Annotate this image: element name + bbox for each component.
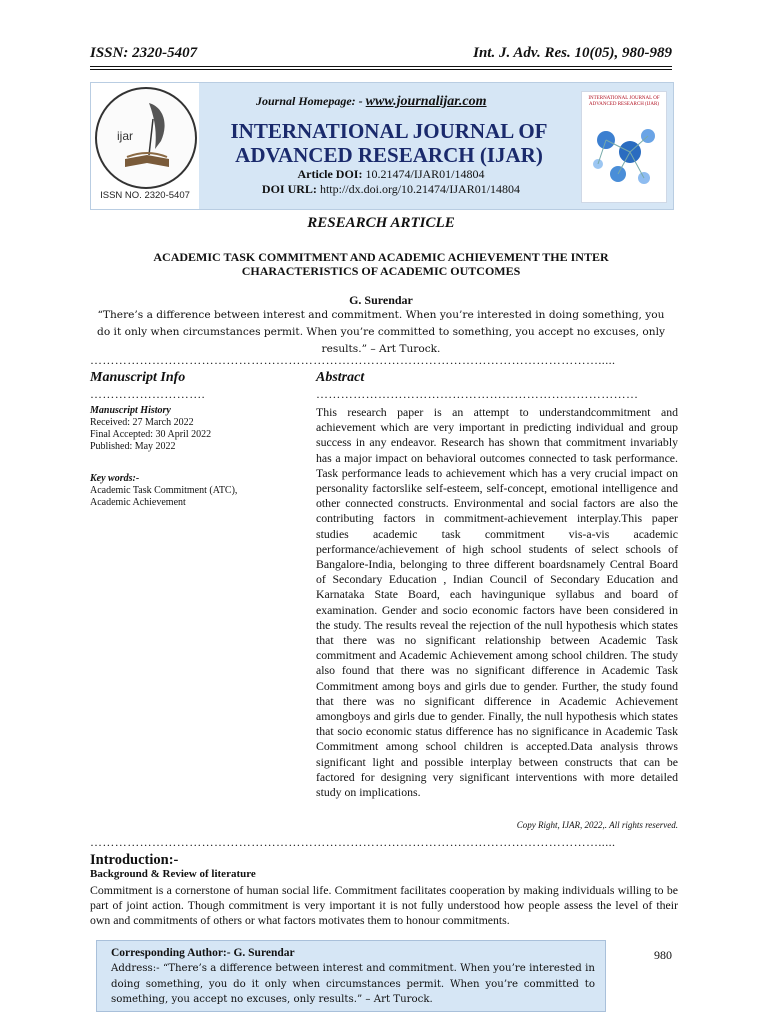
keywords: Academic Task Commitment (ATC), Academic Achievement xyxy=(90,485,238,508)
journal-logo-panel xyxy=(91,83,199,209)
abstract-text: This research paper is an attempt to understandcommitment and achievement which are very important in predicting individual and group success in any endeavor. Research has shown that commitment invariably has a major impact on behavioral outcomes connected to task performance. Task performance leads to achievement which has a very crucial impact on personality factorslike self-esteem, self-concept, emotional intelligence and other connected constructs. Environmental and social factors are also the contributing factors in commitment-achievement interplay.This paper studies academic task commitment vis-a-vis academic performance/achievement of high school students of select schools of Bangalore-India, belonging to three different boardsnamely Central Board of Secondary Education , Indian Council of Secondary Education and Karnataka State Board, each havingunique syllabus and board of examination. Gender and socio economic factors have been considered in the study. The results reveal the rejection of the null hypothesis which states that there was no significant relationship between Academic Task commitment and Academic Achievement among school children. The study also found that there was no significant difference in Academic Task Commitment among boys and girls due to gender. Further, the study found that there was no significant difference in Academic Achievement amongboys and girls due to gender. Finally, the null hypothesis which states that socio economic status difference has no significance in Academic Task Commitment among school children is accepted.Data analysis throws significant light and possible interplay between constructs that can be factored for designing very significant interventions with more detailed study on implications. xyxy=(316,405,678,800)
journal-title xyxy=(209,119,569,167)
accepted-date: Final Accepted: 30 April 2022 xyxy=(90,429,212,440)
keywords-block xyxy=(90,473,270,509)
article-title xyxy=(120,250,642,278)
homepage-link[interactable]: www.journalijar.com xyxy=(365,94,487,109)
journal-homepage xyxy=(256,94,516,110)
separator: ……………………………………………………………………………………………………………..... xyxy=(90,835,616,849)
page-number: 980 xyxy=(654,948,672,962)
logo-issn: ISSN NO. 2320-5407 xyxy=(100,190,190,201)
ijar-logo xyxy=(95,87,197,189)
running-header xyxy=(90,45,672,65)
homepage-label: Journal Homepage: - xyxy=(256,94,363,108)
header-rule xyxy=(90,66,672,67)
received-date: Received: 27 March 2022 xyxy=(90,417,194,428)
cover-title: INTERNATIONAL JOURNAL OF ADVANCED RESEARCH (IJAR) xyxy=(588,96,660,107)
journal-title-line1: INTERNATIONAL JOURNAL OF xyxy=(230,119,548,143)
keywords-label: Key words:- xyxy=(90,473,140,484)
introduction-subheading: Background & Review of literature xyxy=(90,868,256,880)
article-doi: 10.21474/IJAR01/14804 xyxy=(365,167,485,181)
manuscript-info-heading: Manuscript Info xyxy=(90,370,186,385)
author-name: G. Surendar xyxy=(349,293,413,307)
article-title-line2: CHARACTERISTICS OF ACADEMIC OUTCOMES xyxy=(241,264,521,278)
header-issn: ISSN: 2320-5407 xyxy=(90,45,198,61)
history-label: Manuscript History xyxy=(90,405,171,416)
manuscript-history xyxy=(90,405,270,453)
article-doi-label: Article DOI: xyxy=(297,167,363,181)
logo-text: ijar xyxy=(117,129,134,143)
corresponding-author-address: Address:- “There’s a difference between interest and commitment. When you’re interested in doing something, you do it only when circumstances permit. When you’re committed to something, you accept no excuses, only results.” – Art Turock. xyxy=(111,963,595,1005)
epigraph-quote: “There’s a difference between interest and commitment. When you’re interested in doing something, you do it only when circumstances permit. When you’re committed to something, you accept no excuses, only results.” – Art Turock. xyxy=(97,309,665,355)
separator: ……………………………………………………………………………………………………………..... xyxy=(90,353,616,367)
corresponding-author-label: Corresponding Author:- G. Surendar xyxy=(111,947,295,959)
doi-url-label: DOI URL: xyxy=(261,182,317,196)
header-citation: Int. J. Adv. Res. 10(05), 980-989 xyxy=(473,45,672,61)
copyright-note: Copy Right, IJAR, 2022,. All rights reserved. xyxy=(516,820,678,830)
molecule-graphic-icon xyxy=(582,92,666,202)
separator: …………………………………………………………………… xyxy=(316,387,639,401)
corresponding-author-box xyxy=(96,940,606,1012)
article-title-line1: ACADEMIC TASK COMMITMENT AND ACADEMIC ACHIEVEMENT THE INTER xyxy=(153,250,609,264)
article-type: RESEARCH ARTICLE xyxy=(307,215,455,231)
separator: ………………………. xyxy=(90,387,205,401)
doi-url-link[interactable]: http://dx.doi.org/10.21474/IJAR01/14804 xyxy=(319,182,521,196)
journal-banner xyxy=(90,82,674,210)
abstract-heading: Abstract xyxy=(316,370,365,385)
header-rule-thin xyxy=(90,69,672,70)
introduction-text: Commitment is a cornerstone of human social life. Commitment facilitates cooperation by making individuals willing to be part of joint action. Though commitment is very important it is not fully understood how people assess the level of their own and commitments of others or what factors motivates them to honour commitments. xyxy=(90,883,678,927)
doi-block xyxy=(231,167,551,197)
journal-cover-image xyxy=(581,91,667,203)
quill-book-icon xyxy=(97,89,195,187)
journal-title-line2: ADVANCED RESEARCH (IJAR) xyxy=(235,143,543,167)
published-date: Published: May 2022 xyxy=(90,441,176,452)
introduction-heading: Introduction:- xyxy=(90,852,179,868)
